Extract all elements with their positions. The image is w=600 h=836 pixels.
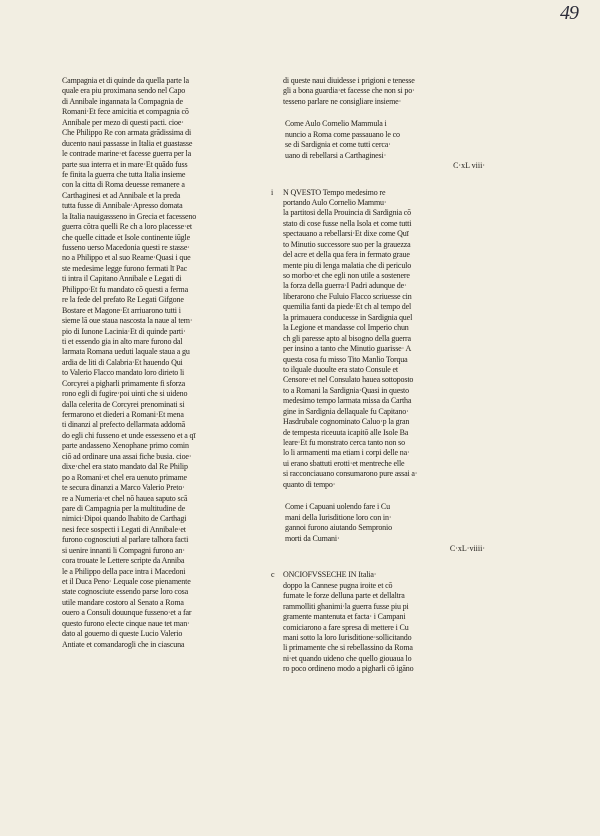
text-line: fe finita la guerra che tutta Italia insieme: [62, 169, 186, 179]
text-line: stato di cose fusse nella Isola et come tutti: [283, 218, 412, 228]
chapter-text-49: [271, 570, 485, 674]
text-line: ciō ad ordinare una assai fiche busia. cioe·: [62, 451, 192, 461]
chapter-number-49: C·xL·viiii·: [449, 543, 485, 553]
text-line: si uenire innanti li Compagni furono an·: [62, 545, 185, 555]
text-line: Che Philippo Re con armata grādissima di: [62, 128, 192, 138]
text-line: quanto di tempo·: [283, 479, 336, 489]
text-line: cora trouate le Lettere scripte da Anniba: [62, 556, 185, 566]
text-line: no a Philippo et al suo Reame·Quasi i que: [62, 253, 191, 263]
text-line: Campagnia et di quinde da quella parte la: [62, 76, 189, 85]
text-line: re la fede del prefato Re Legati Gifgone: [62, 295, 184, 305]
chapter-summary-48: [283, 119, 485, 161]
text-line: parte andasseno Xenophane primo comin: [62, 441, 189, 451]
text-line: portando Aulo Cornelio Mammu·: [283, 197, 387, 207]
text-line: la Italia nauigassseno in Grecia et facesseno: [62, 211, 197, 221]
text-line: questo furono electe cinque naue tet man·: [62, 618, 190, 628]
text-line: Annibale per mezo di questi pacti. cioe·: [62, 117, 184, 127]
summary-line: uano di rebellarsi a Carthaginesi·: [285, 150, 387, 160]
text-line: ducento naui passasse in Italia et guastasse: [62, 138, 193, 148]
summary-line: Come Aulo Cornelio Mammula i: [285, 119, 387, 129]
text-line: state cognosciute essendo parse loro cosa: [62, 587, 189, 597]
text-line: ti intra il Capitano Annibale e Legati di: [62, 274, 182, 284]
text-line: to ilquale duoulte era stato Consule et: [283, 364, 399, 374]
text-line: ni·et quando uideno che quello giouaua lo: [283, 653, 412, 663]
intro-paragraph: [283, 76, 485, 107]
text-line: Censore·et nel Consulato hauea sottoposto: [283, 375, 414, 385]
text-line: sieme lā oue staua nascosta la naue al tem·: [62, 316, 193, 326]
text-line: la primauera conducesse in Sardignia quel: [283, 312, 413, 322]
text-line: Corcyrei a pigharli primamente fi sforza: [62, 378, 186, 388]
text-line: larmata Romana ueduti laquale staua a gu: [62, 347, 190, 357]
text-line: di queste naui diuidesse i prigioni e tenesse: [283, 76, 415, 85]
text-line: quemilia fanti da piede·Et ch al tempo del: [283, 302, 412, 312]
text-line: Antiate et comandarogli che in ciascuna: [62, 639, 185, 649]
text-line: tesseno parlare ne consigliare insieme·: [283, 96, 402, 106]
text-line: quale era piu proximana sendo nel Capo: [62, 86, 186, 96]
text-line: Philippo·Et fu mandato cō questi a ferma: [62, 284, 188, 294]
chapter-number-48: C·xL viii·: [453, 161, 485, 171]
text-line: fumate le forze delluna parte et dellaltra: [283, 591, 405, 601]
text-line: gli a bona guardia·et facesse che non si po·: [283, 86, 415, 96]
summary-line: nuncio a Roma come passauano le co: [285, 129, 400, 139]
text-line: pio di Iunone Lacinia·Et di quinde parti·: [62, 326, 186, 336]
summary-line: Come i Capuani uolendo fare i Cu: [285, 502, 390, 512]
text-line: ouero a Consuli douunque fusseno·et a far: [62, 608, 192, 618]
text-line: ch gli paresse apto al bisogno della guerra: [283, 333, 411, 343]
text-line: leare·Et fu monstrato cerca tanto non so: [283, 438, 405, 447]
text-line: gramente mantenuta et facta· i Campani: [283, 612, 406, 622]
text-line: le contrade marine·et facesse guerra per la: [62, 149, 192, 159]
text-line: la partitosi della Prouincia di Sardignia cō: [283, 208, 412, 218]
text-line: do egli chi fusseno et unde essesseno et a qī: [62, 430, 196, 440]
text-line: che quelle cittade et Isole continente iūgle: [62, 232, 191, 242]
text-line: re a Numeria·et chel nō haueа saputo scā: [62, 493, 188, 503]
text-line: mani sotto la loro Iurisditione·sollicitando: [283, 633, 412, 642]
text-line: ardia de liti di Calabria·Et hauendo Qui: [62, 357, 183, 367]
text-line: gine in Sardignia dellaquale fu Capitano·: [283, 406, 409, 416]
folio-number: 49: [560, 2, 578, 24]
text-line: Bostare et Magone·Et arriuarono tutti i: [62, 305, 181, 315]
text-line: pare di Campagnia per la multitudine de: [62, 503, 185, 513]
text-line: spectauano a rebellarsi·Et dixe come Quī: [283, 229, 409, 239]
left-text-column: [62, 76, 270, 650]
text-line: N QVESTO Tempo medesimo re: [283, 187, 386, 197]
text-line: nimici·Dipoi quando lhabito de Carthagi: [62, 514, 187, 524]
text-line: dixe·chel era stato mandato dal Re Philip: [62, 462, 188, 472]
text-line: to a Romani la Sardignia·Quasi in questo: [283, 385, 409, 395]
text-line: mente piu di lenga malatia che di periculo: [283, 260, 412, 270]
right-text-column: [271, 76, 485, 675]
text-line: so morbo·et che egli non utile a sostenere: [283, 271, 410, 280]
text-line: la forza della guerra·I Padri adunque de·: [283, 281, 407, 291]
text-line: del acre et della qua fera in fermato graue: [283, 250, 410, 260]
text-line: dato al gouerno di queste Lucio Valerio: [62, 629, 183, 639]
text-line: ste medesime legge furono fermati lī Pac: [62, 263, 188, 273]
text-line: la Legione et mandasse col Imperio chun: [283, 323, 409, 333]
text-line: le a Philippo della pace intra i Macedoni: [62, 566, 186, 576]
text-line: rono egli di fugire·poi uinti che si uideno: [62, 389, 188, 399]
text-line: te secura dinanzi a Marco Valerio Preto·: [62, 483, 185, 493]
text-line: si racconciauano consumarono pure assai a·: [283, 469, 418, 479]
text-line: Romani·Et fece amicitia et compagnia cō: [62, 107, 189, 117]
summary-line: se di Sardignia et come tutti cerca·: [285, 140, 391, 150]
guide-letter-49: c: [271, 570, 275, 580]
text-line: Hasdrubale cognominato Caluo·p la gran: [283, 417, 410, 427]
text-line: rammolliti ghanimi·la guerra fusse piu pi: [283, 601, 409, 611]
text-line: lo li armamenti ma etiam i corpi delle na·: [283, 448, 410, 458]
text-line: li primamente che si rebellassino da Roma: [283, 643, 413, 653]
summary-line: morti da Cumani·: [285, 533, 340, 543]
text-line: ro poco ordineno modo a pigharli cō igāno: [283, 664, 414, 674]
text-line: utile mandare costoro al Senato a Roma: [62, 597, 184, 607]
text-line: ui erano sbattuti erotti·et mentreche elle: [283, 458, 405, 468]
text-line: parte sua interra et in mare·Et quādo fuss: [62, 159, 188, 169]
text-line: con la citta di Roma deuesse remanere a: [62, 180, 185, 190]
text-line: to Minutio successore suo per la grauezza: [283, 239, 411, 249]
chapter-text-48: [271, 187, 485, 491]
text-line: Carthaginesi et ad Annibale et la preda: [62, 190, 181, 200]
text-line: doppo la Cannese pugna iroite et cō: [283, 580, 393, 590]
text-line: fusseno uerso Macedonia questi re stasse·: [62, 243, 190, 252]
text-line: to Valerio Flacco mandato loro dirieto li: [62, 368, 185, 378]
text-line: questa cosa fu misso Tito Manlio Torqua: [283, 354, 408, 364]
text-line: ti et essendo gia in alto mare furono dal: [62, 336, 183, 346]
summary-line: gannoi furono aiutando Sempronio: [285, 523, 392, 533]
text-line: ti dinanzi al prefecto dellarmata addomā: [62, 420, 186, 430]
chapter-summary-49: [283, 502, 485, 544]
text-line: comiciarono a fare spresa di mettere i Cu: [283, 622, 409, 632]
guide-letter-48: i: [271, 187, 274, 197]
text-line: medesimo tempo larmata missa da Cartha: [283, 396, 412, 406]
text-line: nesi fece sospecti i Legati di Annibale·et: [62, 524, 186, 534]
text-line: po a Romani·et chel era uenuto primame: [62, 472, 187, 482]
text-line: per insino a tanto che Minutio guarisse· A: [283, 344, 412, 354]
text-line: tutta fusse di Annibale·Apresso domata: [62, 201, 183, 211]
text-line: liberarono che Fuluio Flacco scriuesse cin: [283, 291, 412, 301]
text-line: et il Duca Peno· Lequale cose pienamente: [62, 577, 191, 586]
text-line: guerra cōtra quelli Re ch a loro placesse·et: [62, 222, 193, 232]
summary-line: mani della Iurisditione loro con in·: [285, 512, 392, 522]
text-line: di Annibale ingannata la Compagnia de: [62, 96, 183, 106]
text-line: furono cognosciuti al parlare talhora facti: [62, 535, 189, 545]
text-line: fermarono et diederi a Romani·Et mena: [62, 410, 184, 419]
text-line: de tempesta riceuuta icapitō alle Isole Ba: [283, 427, 409, 437]
text-line: dalla celerita de Corcyrei prenominati si: [62, 399, 185, 409]
text-line: ONCIOFVSSECHE IN Italia·: [283, 570, 377, 580]
